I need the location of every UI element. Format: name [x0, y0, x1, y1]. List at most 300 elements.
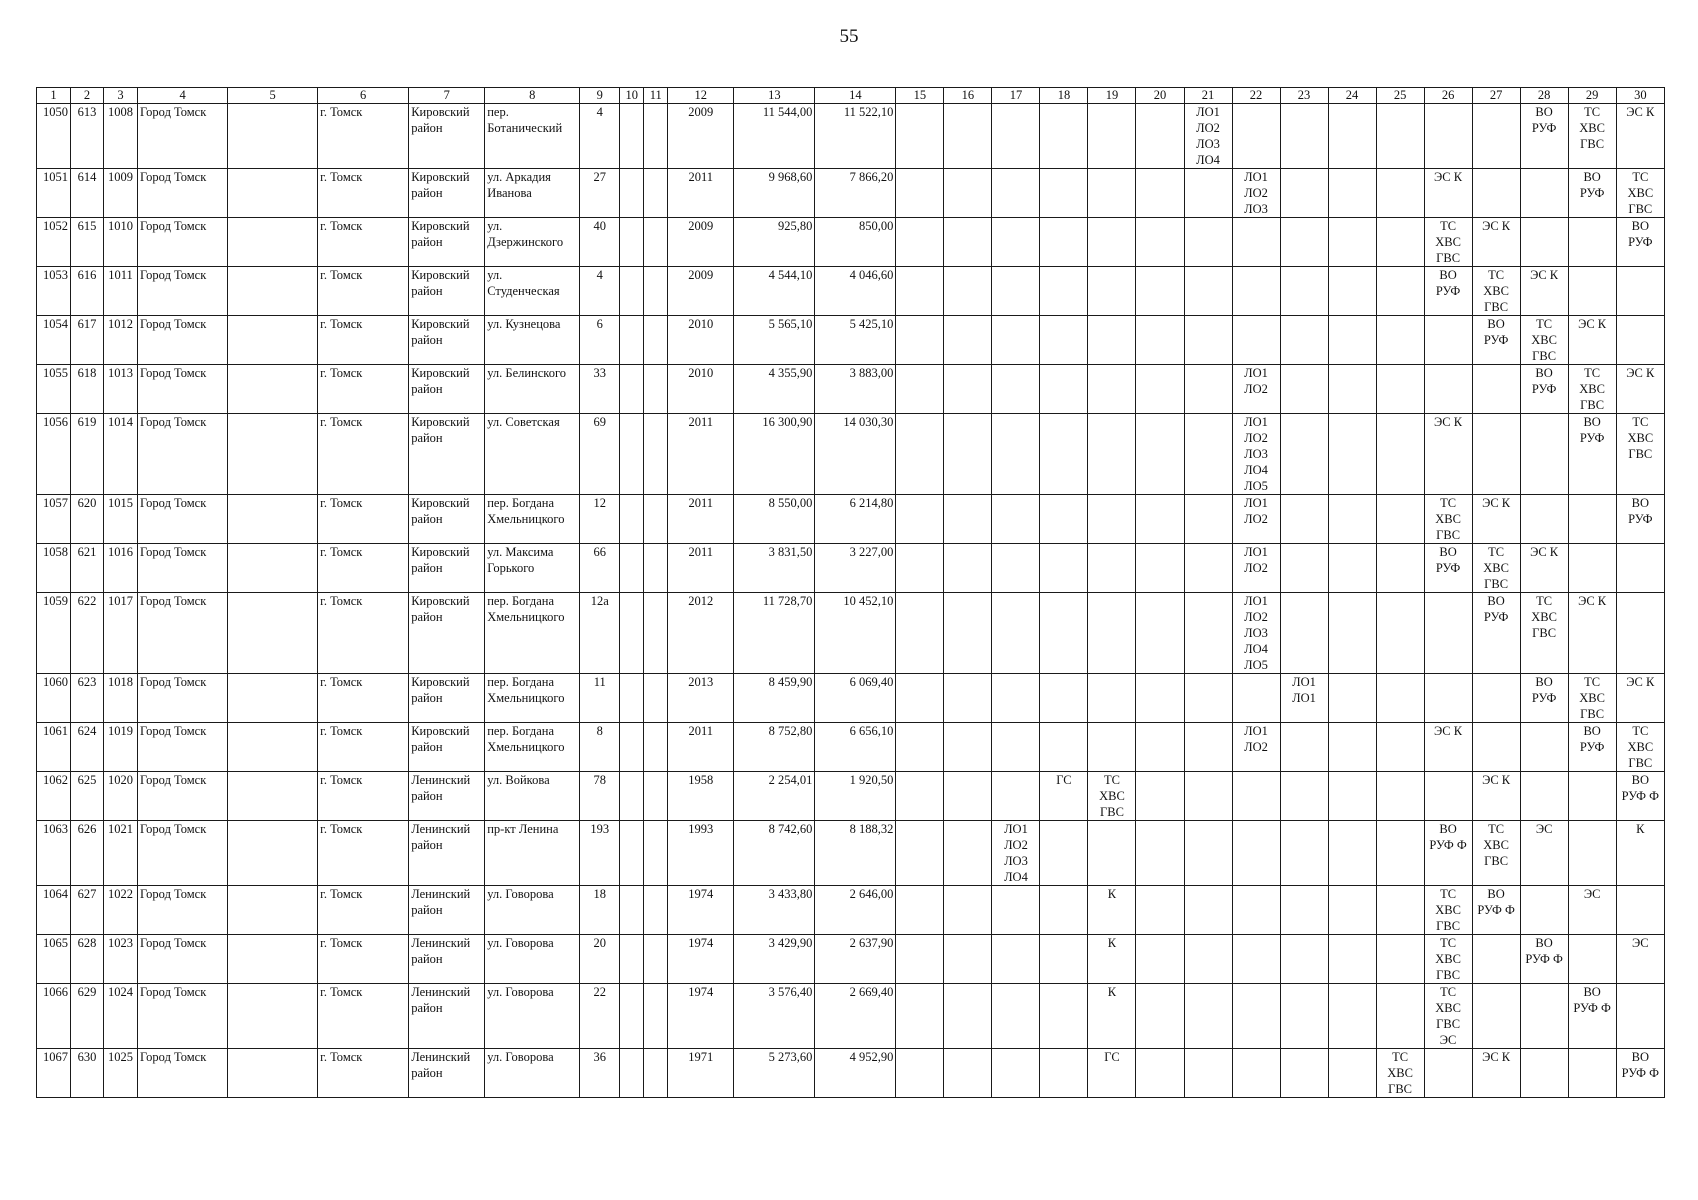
cell-col-29: ЭС К — [1568, 593, 1616, 674]
cell-col-10 — [620, 821, 644, 886]
cell-col-29: ВО РУФ — [1568, 414, 1616, 495]
cell-col-11 — [644, 935, 668, 984]
cell-col-25 — [1376, 495, 1424, 544]
cell-col-5 — [228, 593, 318, 674]
cell-col-19: К — [1088, 935, 1136, 984]
cell-col-22 — [1232, 772, 1280, 821]
cell-col-1: 1051 — [37, 169, 71, 218]
cell-col-28: ЭС К — [1520, 267, 1568, 316]
cell-col-23 — [1280, 886, 1328, 935]
cell-col-8: ул. Дзержинского — [485, 218, 580, 267]
column-header: 3 — [104, 88, 138, 104]
cell-col-9: 11 — [580, 674, 620, 723]
cell-col-12: 1993 — [668, 821, 734, 886]
cell-col-23 — [1280, 984, 1328, 1049]
cell-col-24 — [1328, 935, 1376, 984]
cell-col-7: Кировский район — [409, 414, 485, 495]
cell-col-16 — [944, 218, 992, 267]
cell-col-12: 1971 — [668, 1049, 734, 1098]
cell-col-12: 2012 — [668, 593, 734, 674]
cell-col-22 — [1232, 821, 1280, 886]
cell-col-17 — [992, 365, 1040, 414]
cell-col-4: Город Томск — [138, 544, 228, 593]
cell-col-21 — [1184, 1049, 1232, 1098]
cell-col-3: 1023 — [104, 935, 138, 984]
cell-col-10 — [620, 365, 644, 414]
cell-col-19 — [1088, 365, 1136, 414]
cell-col-30: ВО РУФ — [1616, 495, 1664, 544]
cell-col-10 — [620, 674, 644, 723]
table-row — [37, 723, 1665, 772]
cell-col-3: 1011 — [104, 267, 138, 316]
cell-col-10 — [620, 984, 644, 1049]
cell-col-5 — [228, 316, 318, 365]
cell-col-30 — [1616, 316, 1664, 365]
cell-col-24 — [1328, 593, 1376, 674]
cell-col-19 — [1088, 316, 1136, 365]
cell-col-11 — [644, 723, 668, 772]
cell-col-16 — [944, 414, 992, 495]
cell-col-21 — [1184, 544, 1232, 593]
cell-col-10 — [620, 218, 644, 267]
cell-col-2: 620 — [71, 495, 104, 544]
cell-col-12: 2010 — [668, 316, 734, 365]
cell-col-28 — [1520, 169, 1568, 218]
cell-col-8: ул. Кузнецова — [485, 316, 580, 365]
cell-col-10 — [620, 104, 644, 169]
cell-col-25 — [1376, 723, 1424, 772]
cell-col-6: г. Томск — [318, 886, 409, 935]
cell-col-30: ВО РУФ Ф — [1616, 772, 1664, 821]
cell-col-25 — [1376, 169, 1424, 218]
cell-col-21 — [1184, 414, 1232, 495]
cell-col-12: 1974 — [668, 984, 734, 1049]
cell-col-17 — [992, 886, 1040, 935]
cell-col-27: ЭС К — [1472, 218, 1520, 267]
cell-col-1: 1064 — [37, 886, 71, 935]
cell-col-18 — [1040, 544, 1088, 593]
cell-col-23 — [1280, 723, 1328, 772]
cell-col-12: 2011 — [668, 414, 734, 495]
cell-col-17: ЛО1 ЛО2 ЛО3 ЛО4 — [992, 821, 1040, 886]
cell-col-6: г. Томск — [318, 104, 409, 169]
cell-col-12: 2010 — [668, 365, 734, 414]
cell-col-9: 6 — [580, 316, 620, 365]
cell-col-20 — [1136, 723, 1184, 772]
cell-col-8: пер. Ботанический — [485, 104, 580, 169]
cell-col-2: 616 — [71, 267, 104, 316]
cell-col-9: 78 — [580, 772, 620, 821]
cell-col-20 — [1136, 218, 1184, 267]
cell-col-22 — [1232, 674, 1280, 723]
cell-col-5 — [228, 984, 318, 1049]
cell-col-11 — [644, 267, 668, 316]
cell-col-9: 18 — [580, 886, 620, 935]
cell-col-27: ЭС К — [1472, 1049, 1520, 1098]
cell-col-24 — [1328, 104, 1376, 169]
cell-col-27: ТС ХВС ГВС — [1472, 544, 1520, 593]
cell-col-23 — [1280, 1049, 1328, 1098]
cell-col-10 — [620, 544, 644, 593]
table-row — [37, 104, 1665, 169]
cell-col-16 — [944, 935, 992, 984]
cell-col-2: 626 — [71, 821, 104, 886]
cell-col-5 — [228, 935, 318, 984]
cell-col-29 — [1568, 1049, 1616, 1098]
column-header: 22 — [1232, 88, 1280, 104]
column-header: 17 — [992, 88, 1040, 104]
cell-col-26: ВО РУФ Ф — [1424, 821, 1472, 886]
cell-col-27: ЭС К — [1472, 772, 1520, 821]
cell-col-28 — [1520, 772, 1568, 821]
cell-col-18 — [1040, 723, 1088, 772]
cell-col-20 — [1136, 169, 1184, 218]
cell-col-11 — [644, 104, 668, 169]
cell-col-19: К — [1088, 886, 1136, 935]
cell-col-21 — [1184, 218, 1232, 267]
cell-col-24 — [1328, 169, 1376, 218]
cell-col-12: 1958 — [668, 772, 734, 821]
cell-col-30 — [1616, 544, 1664, 593]
cell-col-8: ул. Говорова — [485, 984, 580, 1049]
cell-col-5 — [228, 104, 318, 169]
cell-col-26: ЭС К — [1424, 723, 1472, 772]
cell-col-22 — [1232, 316, 1280, 365]
cell-col-8: пер. Богдана Хмельницкого — [485, 495, 580, 544]
cell-col-4: Город Томск — [138, 984, 228, 1049]
cell-col-20 — [1136, 267, 1184, 316]
cell-col-20 — [1136, 984, 1184, 1049]
cell-col-25 — [1376, 365, 1424, 414]
cell-col-7: Ленинский район — [409, 821, 485, 886]
cell-col-30: ЭС К — [1616, 104, 1664, 169]
cell-col-25 — [1376, 544, 1424, 593]
cell-col-6: г. Томск — [318, 316, 409, 365]
cell-col-18 — [1040, 267, 1088, 316]
cell-col-27: ТС ХВС ГВС — [1472, 821, 1520, 886]
cell-col-3: 1008 — [104, 104, 138, 169]
cell-col-7: Кировский район — [409, 723, 485, 772]
cell-col-27 — [1472, 674, 1520, 723]
cell-col-17 — [992, 267, 1040, 316]
cell-col-10 — [620, 886, 644, 935]
cell-col-18 — [1040, 104, 1088, 169]
cell-col-10 — [620, 1049, 644, 1098]
cell-col-30: ТС ХВС ГВС — [1616, 169, 1664, 218]
cell-col-16 — [944, 316, 992, 365]
cell-col-22 — [1232, 886, 1280, 935]
cell-col-20 — [1136, 544, 1184, 593]
cell-col-13: 9 968,60 — [734, 169, 815, 218]
cell-col-20 — [1136, 1049, 1184, 1098]
cell-col-19 — [1088, 104, 1136, 169]
cell-col-13: 925,80 — [734, 218, 815, 267]
cell-col-20 — [1136, 821, 1184, 886]
cell-col-9: 20 — [580, 935, 620, 984]
cell-col-11 — [644, 772, 668, 821]
cell-col-4: Город Томск — [138, 104, 228, 169]
cell-col-17 — [992, 593, 1040, 674]
cell-col-9: 66 — [580, 544, 620, 593]
cell-col-4: Город Томск — [138, 316, 228, 365]
cell-col-21 — [1184, 593, 1232, 674]
table-row — [37, 886, 1665, 935]
cell-col-28 — [1520, 1049, 1568, 1098]
column-header: 14 — [815, 88, 896, 104]
cell-col-10 — [620, 414, 644, 495]
cell-col-19 — [1088, 821, 1136, 886]
cell-col-9: 4 — [580, 104, 620, 169]
cell-col-14: 7 866,20 — [815, 169, 896, 218]
cell-col-3: 1016 — [104, 544, 138, 593]
cell-col-14: 5 425,10 — [815, 316, 896, 365]
cell-col-14: 850,00 — [815, 218, 896, 267]
cell-col-7: Кировский район — [409, 267, 485, 316]
cell-col-23 — [1280, 593, 1328, 674]
cell-col-18 — [1040, 821, 1088, 886]
cell-col-23 — [1280, 169, 1328, 218]
cell-col-13: 5 565,10 — [734, 316, 815, 365]
column-number-row — [37, 88, 1665, 104]
cell-col-5 — [228, 1049, 318, 1098]
cell-col-17 — [992, 723, 1040, 772]
cell-col-3: 1017 — [104, 593, 138, 674]
column-header: 27 — [1472, 88, 1520, 104]
cell-col-29: ЭС К — [1568, 316, 1616, 365]
cell-col-4: Город Томск — [138, 935, 228, 984]
cell-col-21 — [1184, 935, 1232, 984]
cell-col-2: 614 — [71, 169, 104, 218]
cell-col-26 — [1424, 104, 1472, 169]
cell-col-6: г. Томск — [318, 723, 409, 772]
cell-col-21 — [1184, 267, 1232, 316]
cell-col-25 — [1376, 316, 1424, 365]
column-header: 10 — [620, 88, 644, 104]
cell-col-15 — [896, 772, 944, 821]
cell-col-29 — [1568, 267, 1616, 316]
cell-col-2: 630 — [71, 1049, 104, 1098]
cell-col-27 — [1472, 723, 1520, 772]
cell-col-14: 2 646,00 — [815, 886, 896, 935]
cell-col-24 — [1328, 772, 1376, 821]
cell-col-28: ЭС К — [1520, 544, 1568, 593]
cell-col-16 — [944, 267, 992, 316]
cell-col-25 — [1376, 104, 1424, 169]
cell-col-13: 4 544,10 — [734, 267, 815, 316]
cell-col-26: ТС ХВС ГВС — [1424, 495, 1472, 544]
cell-col-25 — [1376, 267, 1424, 316]
cell-col-20 — [1136, 414, 1184, 495]
cell-col-9: 69 — [580, 414, 620, 495]
cell-col-11 — [644, 1049, 668, 1098]
cell-col-13: 4 355,90 — [734, 365, 815, 414]
cell-col-11 — [644, 886, 668, 935]
cell-col-3: 1010 — [104, 218, 138, 267]
cell-col-4: Город Томск — [138, 267, 228, 316]
cell-col-27 — [1472, 104, 1520, 169]
cell-col-14: 6 069,40 — [815, 674, 896, 723]
cell-col-26: ВО РУФ — [1424, 267, 1472, 316]
cell-col-19 — [1088, 723, 1136, 772]
cell-col-13: 8 550,00 — [734, 495, 815, 544]
cell-col-19 — [1088, 674, 1136, 723]
cell-col-7: Кировский район — [409, 674, 485, 723]
column-header: 11 — [644, 88, 668, 104]
cell-col-20 — [1136, 365, 1184, 414]
cell-col-1: 1055 — [37, 365, 71, 414]
cell-col-3: 1024 — [104, 984, 138, 1049]
cell-col-11 — [644, 984, 668, 1049]
cell-col-28: ТС ХВС ГВС — [1520, 593, 1568, 674]
cell-col-2: 622 — [71, 593, 104, 674]
cell-col-13: 3 576,40 — [734, 984, 815, 1049]
cell-col-13: 3 429,90 — [734, 935, 815, 984]
cell-col-29: ВО РУФ — [1568, 169, 1616, 218]
cell-col-1: 1066 — [37, 984, 71, 1049]
cell-col-15 — [896, 821, 944, 886]
cell-col-26 — [1424, 772, 1472, 821]
cell-col-1: 1052 — [37, 218, 71, 267]
cell-col-4: Город Томск — [138, 495, 228, 544]
cell-col-15 — [896, 593, 944, 674]
cell-col-26: ВО РУФ — [1424, 544, 1472, 593]
cell-col-5 — [228, 267, 318, 316]
column-header: 30 — [1616, 88, 1664, 104]
cell-col-21 — [1184, 674, 1232, 723]
cell-col-9: 22 — [580, 984, 620, 1049]
cell-col-15 — [896, 1049, 944, 1098]
cell-col-6: г. Томск — [318, 169, 409, 218]
cell-col-12: 2009 — [668, 267, 734, 316]
cell-col-12: 2011 — [668, 723, 734, 772]
cell-col-2: 627 — [71, 886, 104, 935]
cell-col-16 — [944, 674, 992, 723]
cell-col-5 — [228, 723, 318, 772]
cell-col-15 — [896, 886, 944, 935]
cell-col-28: ВО РУФ Ф — [1520, 935, 1568, 984]
cell-col-20 — [1136, 593, 1184, 674]
cell-col-6: г. Томск — [318, 218, 409, 267]
table-row — [37, 984, 1665, 1049]
cell-col-6: г. Томск — [318, 365, 409, 414]
cell-col-3: 1014 — [104, 414, 138, 495]
cell-col-5 — [228, 886, 318, 935]
cell-col-15 — [896, 674, 944, 723]
cell-col-7: Кировский район — [409, 169, 485, 218]
cell-col-12: 1974 — [668, 886, 734, 935]
table-row — [37, 169, 1665, 218]
cell-col-20 — [1136, 772, 1184, 821]
cell-col-16 — [944, 544, 992, 593]
cell-col-1: 1061 — [37, 723, 71, 772]
cell-col-5 — [228, 772, 318, 821]
cell-col-26: ТС ХВС ГВС — [1424, 218, 1472, 267]
cell-col-30 — [1616, 886, 1664, 935]
cell-col-5 — [228, 674, 318, 723]
cell-col-4: Город Томск — [138, 674, 228, 723]
cell-col-2: 613 — [71, 104, 104, 169]
cell-col-22: ЛО1 ЛО2 — [1232, 544, 1280, 593]
cell-col-19: ТС ХВС ГВС — [1088, 772, 1136, 821]
cell-col-29 — [1568, 218, 1616, 267]
table-row — [37, 267, 1665, 316]
cell-col-25 — [1376, 593, 1424, 674]
cell-col-20 — [1136, 886, 1184, 935]
cell-col-9: 36 — [580, 1049, 620, 1098]
cell-col-30: ТС ХВС ГВС — [1616, 414, 1664, 495]
cell-col-1: 1065 — [37, 935, 71, 984]
column-header: 16 — [944, 88, 992, 104]
cell-col-13: 8 742,60 — [734, 821, 815, 886]
cell-col-6: г. Томск — [318, 674, 409, 723]
cell-col-3: 1022 — [104, 886, 138, 935]
cell-col-13: 8 459,90 — [734, 674, 815, 723]
cell-col-14: 8 188,32 — [815, 821, 896, 886]
cell-col-7: Кировский район — [409, 218, 485, 267]
cell-col-24 — [1328, 984, 1376, 1049]
cell-col-18: ГС — [1040, 772, 1088, 821]
cell-col-21 — [1184, 821, 1232, 886]
cell-col-8: ул. Максима Горького — [485, 544, 580, 593]
cell-col-30: ЭС К — [1616, 365, 1664, 414]
cell-col-21 — [1184, 772, 1232, 821]
table-row — [37, 821, 1665, 886]
cell-col-21 — [1184, 723, 1232, 772]
cell-col-14: 2 637,90 — [815, 935, 896, 984]
cell-col-22 — [1232, 984, 1280, 1049]
column-header: 6 — [318, 88, 409, 104]
cell-col-6: г. Томск — [318, 495, 409, 544]
cell-col-23 — [1280, 365, 1328, 414]
cell-col-24 — [1328, 1049, 1376, 1098]
cell-col-23 — [1280, 267, 1328, 316]
cell-col-14: 14 030,30 — [815, 414, 896, 495]
cell-col-12: 2009 — [668, 218, 734, 267]
cell-col-16 — [944, 723, 992, 772]
cell-col-27: ВО РУФ Ф — [1472, 886, 1520, 935]
cell-col-6: г. Томск — [318, 414, 409, 495]
cell-col-30: ВО РУФ — [1616, 218, 1664, 267]
column-header: 24 — [1328, 88, 1376, 104]
cell-col-15 — [896, 723, 944, 772]
cell-col-25 — [1376, 414, 1424, 495]
column-header: 5 — [228, 88, 318, 104]
column-header: 26 — [1424, 88, 1472, 104]
cell-col-6: г. Томск — [318, 821, 409, 886]
cell-col-7: Кировский район — [409, 316, 485, 365]
cell-col-6: г. Томск — [318, 267, 409, 316]
cell-col-24 — [1328, 365, 1376, 414]
cell-col-12: 2013 — [668, 674, 734, 723]
cell-col-24 — [1328, 414, 1376, 495]
cell-col-1: 1054 — [37, 316, 71, 365]
cell-col-23 — [1280, 821, 1328, 886]
cell-col-1: 1059 — [37, 593, 71, 674]
cell-col-24 — [1328, 218, 1376, 267]
cell-col-30: ТС ХВС ГВС — [1616, 723, 1664, 772]
cell-col-4: Город Томск — [138, 365, 228, 414]
cell-col-18 — [1040, 1049, 1088, 1098]
cell-col-15 — [896, 267, 944, 316]
cell-col-14: 2 669,40 — [815, 984, 896, 1049]
cell-col-15 — [896, 935, 944, 984]
cell-col-18 — [1040, 218, 1088, 267]
cell-col-30: ЭС К — [1616, 674, 1664, 723]
cell-col-23 — [1280, 544, 1328, 593]
cell-col-23 — [1280, 772, 1328, 821]
cell-col-28 — [1520, 723, 1568, 772]
cell-col-8: пер. Богдана Хмельницкого — [485, 674, 580, 723]
